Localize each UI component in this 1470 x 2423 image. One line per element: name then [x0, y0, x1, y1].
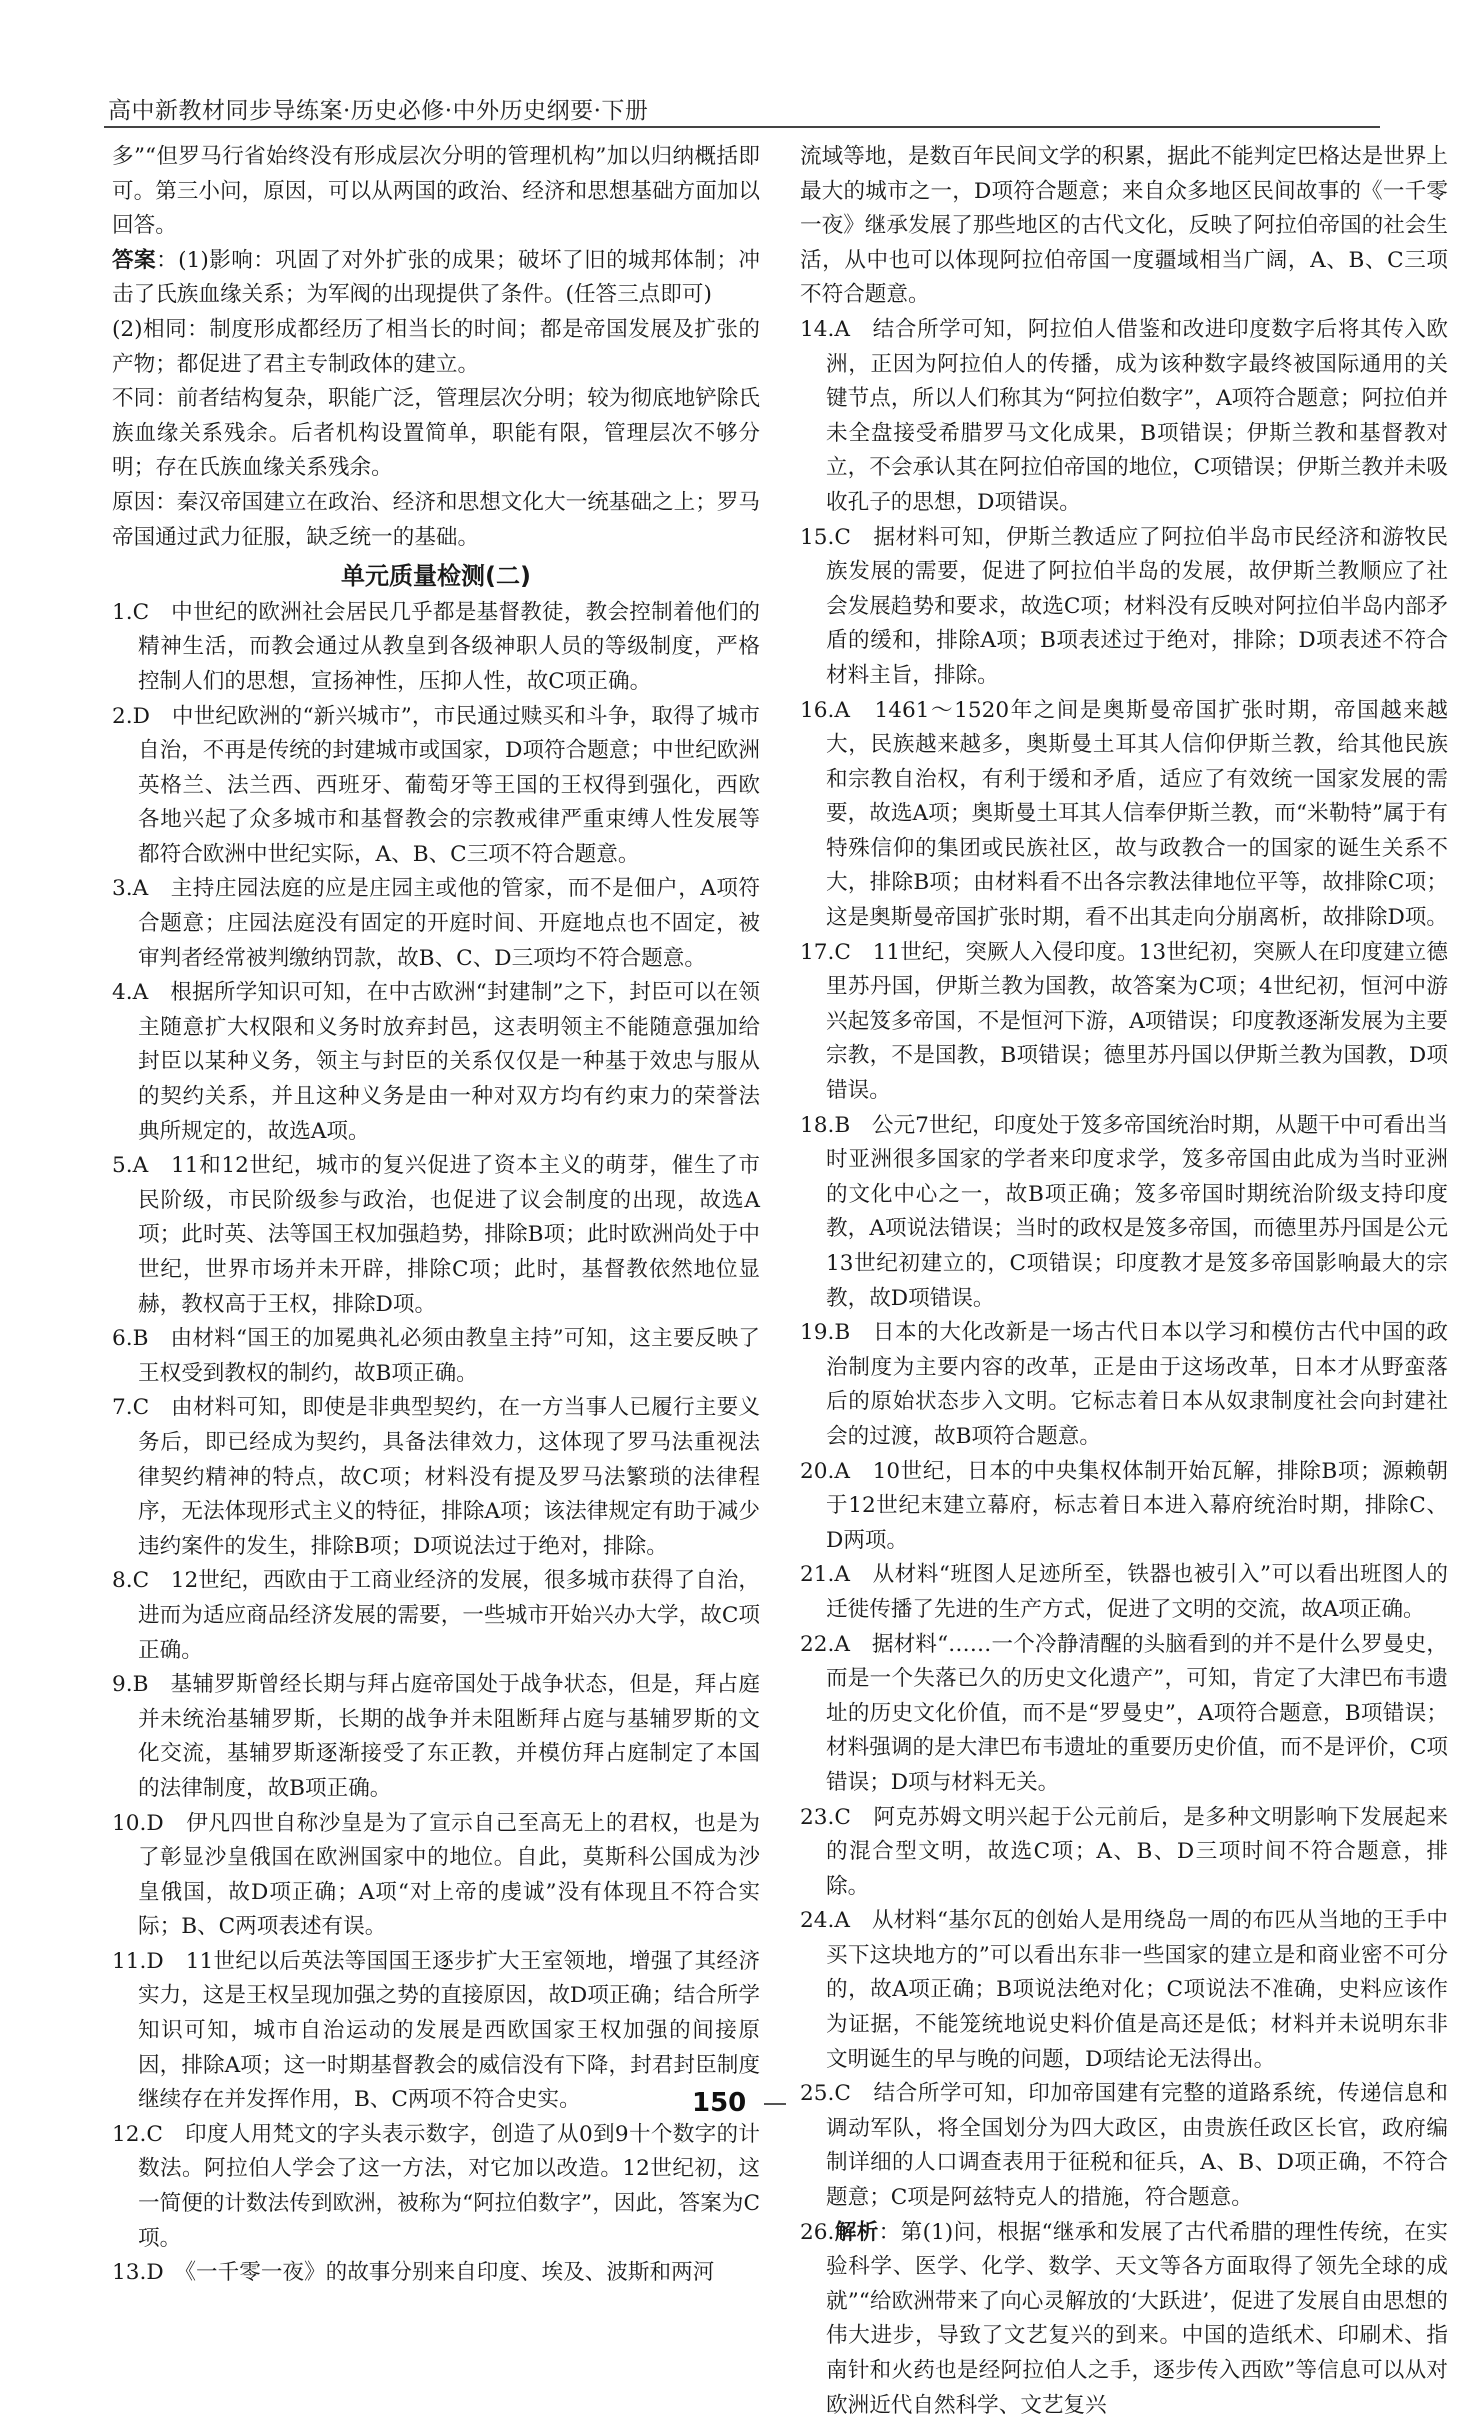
- answer-item: 15.C 据材料可知，伊斯兰教适应了阿拉伯半岛市民经济和游牧民族发展的需要，促进了阿拉伯半岛的发展，故伊斯兰教顺应了社会发展趋势和要求，故选C项；材料没有反映对阿拉伯半岛内部矛盾的缓和，排除A项；B项表述过于绝对，排除；D项表述不符合材料主旨，排除。: [800, 524, 1448, 688]
- answer-item: 16.A 1461～1520年之间是奥斯曼帝国扩张时期，帝国越来越大，民族越来越多，奥斯曼土耳其人信仰伊斯兰教，给其他民族和宗教自治权，有利于缓和矛盾，适应了有效统一国家发展的需要，故选A项；奥斯曼土耳其人信奉伊斯兰教，而“米勒特”属于有特殊信仰的集团或民族社区，故与政教合一的国家的诞生关系不大，排除B项；由材料看不出各宗教法律地位平等，故排除C项；这是奥斯曼帝国扩张时期，看不出其走向分崩离析，故排除D项。: [800, 697, 1448, 931]
- item-26-number: 26.: [800, 2219, 835, 2245]
- answer-item: 9.B 基辅罗斯曾经长期与拜占庭帝国处于战争状态，但是，拜占庭并未统治基辅罗斯，长期的战争并未阻断拜占庭与基辅罗斯的文化交流，基辅罗斯逐渐接受了东正教，并模仿拜占庭制定了本国的法律制度，故B项正确。: [112, 1672, 760, 1801]
- answer-text-1: ：(1)影响：巩固了对外扩张的成果；破坏了旧的城邦体制；冲击了氏族血缘关系；为军阀的出现提供了条件。(任答三点即可): [112, 247, 760, 308]
- answer-item: 6.B 由材料“国王的加冕典礼必须由教皇主持”可知，这主要反映了王权受到教权的制约，故B项正确。: [112, 1326, 760, 1386]
- running-title: 高中新教材同步导练案·历史必修·中外历史纲要·下册: [108, 98, 649, 124]
- answer-item: 1.C 中世纪的欧洲社会居民几乎都是基督教徒，教会控制着他们的精神生活，而教会通过从教皇到各级神职人员的等级制度，严格控制人们的思想，宣扬神性，压抑人性，故C项正确。: [112, 599, 760, 694]
- answer-item: 8.C 12世纪，西欧由于工商业经济的发展，很多城市获得了自治，进而为适应商品经济发展的需要，一些城市开始兴办大学，故C项正确。: [112, 1568, 760, 1663]
- page-number-dash: [764, 2103, 786, 2105]
- answer-item: 18.B 公元7世纪，印度处于笈多帝国统治时期，从题干中可看出当时亚洲很多国家的学者来印度求学，笈多帝国由此成为当时亚洲的文化中心之一，故B项正确；笈多帝国时期统治阶级支持印度教，A项说法错误；当时的政权是笈多帝国，而德里苏丹国是公元13世纪初建立的，C项错误；印度教才是笈多帝国影响最大的宗教，故D项错误。: [800, 1112, 1448, 1311]
- answer-paragraph-3: 不同：前者结构复杂，职能广泛，管理层次分明；较为彻底地铲除氏族血缘关系残余。后者机构设置简单，职能有限，管理层次不够分明；存在氏族血缘关系残余。: [112, 386, 760, 481]
- answer-item: 25.C 结合所学可知，印加帝国建有完整的道路系统，传递信息和调动军队，将全国划分为四大政区，由贵族任政区长官，政府编制详细的人口调查表用于征税和征兵，A、B、D项正确，不符合题意；C项是阿兹特克人的措施，符合题意。: [800, 2081, 1448, 2211]
- header-rule: [104, 126, 1380, 128]
- answer-item: 3.A 主持庄园法庭的应是庄园主或他的管家，而不是佃户，A项符合题意；庄园法庭没有固定的开庭时间、开庭地点也不固定，被审判者经常被判缴纳罚款，故B、C、D三项均不符合题意。: [112, 876, 760, 971]
- left-column: [112, 140, 760, 2291]
- section-title: 单元质量检测(二): [341, 562, 531, 591]
- answer-label: 答案: [112, 247, 157, 273]
- answer-item: 22.A 据材料“……一个冷静清醒的头脑看到的并不是什么罗曼史，而是一个失落已久的历史文化遗产”，可知，肯定了大津巴布韦遗址的历史文化价值，而不是“罗曼史”，A项符合题意，B项错误；材料强调的是大津巴布韦遗址的重要历史价值，而不是评价，C项错误；D项与材料无关。: [800, 1631, 1448, 1795]
- answer-item: 19.B 日本的大化改新是一场古代日本以学习和模仿古代中国的政治制度为主要内容的改革，正是由于这场改革，日本才从野蛮落后的原始状态步入文明。它标志着日本从奴隶制度社会向封建社会的过渡，故B项符合题意。: [800, 1320, 1448, 1449]
- answer-item: 7.C 由材料可知，即使是非典型契约，在一方当事人已履行主要义务后，即已经成为契约，具备法律效力，这体现了罗马法重视法律契约精神的特点，故C项；材料没有提及罗马法繁琐的法律程序，无法体现形式主义的特征，排除A项；该法律规定有助于减少违约案件的发生，排除B项；D项说法过于绝对，排除。: [112, 1395, 760, 1559]
- answer-item: 24.A 从材料“基尔瓦的创始人是用绕岛一周的布匹从当地的王手中买下这块地方的”可以看出东非一些国家的建立是和商业密不可分的，故A项正确；B项说法绝对化；C项说法不准确，史料应该作为证据，不能笼统地说史料价值是高还是低；材料并未说明东非文明诞生的早与晚的问题，D项结论无法得出。: [800, 1908, 1448, 2072]
- page-number: 150: [692, 2088, 747, 2118]
- answer-item: 4.A 根据所学知识可知，在中古欧洲“封建制”之下，封臣可以在领主随意扩大权限和义务时放弃封邑，这表明领主不能随意强加给封臣以某种义务，领主与封臣的关系仅仅是一种基于效忠与服从的契约关系，并且这种义务是由一种对双方均有约束力的荣誉法典所规定的，故选A项。: [112, 980, 760, 1144]
- answer-item: 13.D 《一千零一夜》的故事分别来自印度、埃及、波斯和两河: [112, 2260, 715, 2286]
- right-column: [800, 140, 1448, 2423]
- item-26-text: ：第(1)问，根据“继承和发展了古代希腊的理性传统，在实验科学、医学、化学、数学、天文等各方面取得了领先全球的成就”“给欧洲带来了向心灵解放的‘大跃进’，促进了发展自由思想的伟大进步，导致了文艺复兴的到来。中国的造纸术、印刷术、指南针和火药也是经阿拉伯人之手，逐步传入西欧”等信息可以从对欧洲近代自然科学、文艺复兴: [826, 2219, 1448, 2418]
- answer-item: 21.A 从材料“班图人足迹所至，铁器也被引入”可以看出班图人的迁徙传播了先进的生产方式，促进了文明的交流，故A项正确。: [800, 1562, 1448, 1622]
- answer-item: 17.C 11世纪，突厥人入侵印度。13世纪初，突厥人在印度建立德里苏丹国，伊斯兰教为国教，故答案为C项；4世纪初，恒河中游兴起笈多帝国，不是恒河下游，A项错误；印度教逐渐发展为主要宗教，不是国教，B项错误；德里苏丹国以伊斯兰教为国教，D项错误。: [800, 939, 1448, 1104]
- answer-paragraph-1: [112, 244, 760, 313]
- answer-item: 12.C 印度人用梵文的字头表示数字，创造了从0到9十个数字的计数法。阿拉伯人学会了这一方法，对它加以改造。12世纪初，这一简便的计数法传到欧洲，被称为“阿拉伯数字”，因此，答案为C项。: [112, 2121, 760, 2251]
- answer-paragraph-4: 原因：秦汉帝国建立在政治、经济和思想文化大一统基础之上；罗马帝国通过武力征服，缺乏统一的基础。: [112, 489, 760, 550]
- answer-item: 2.D 中世纪欧洲的“新兴城市”，市民通过赎买和斗争，取得了城市自治，不再是传统的封建城市或国家，D项符合题意；中世纪欧洲英格兰、法兰西、西班牙、葡萄牙等王国的王权得到强化，西欧各地兴起了众多城市和基督教会的宗教戒律严重束缚人性发展等都符合欧洲中世纪实际，A、B、C三项不符合题意。: [112, 703, 760, 867]
- answer-paragraph-2: (2)相同：制度形成都经历了相当长的时间；都是帝国发展及扩张的产物；都促进了君主专制政体的建立。: [112, 316, 760, 377]
- intro-paragraph: 多”“但罗马行省始终没有形成层次分明的管理机构”加以归纳概括即可。第三小问，原因，可以从两国的政治、经济和思想基础方面加以回答。: [112, 144, 760, 239]
- answer-item-26: [800, 2216, 1448, 2423]
- item-13-continuation: 流域等地，是数百年民间文学的积累，据此不能判定巴格达是世界上最大的城市之一，D项符合题意；来自众多地区民间故事的《一千零一夜》继承发展了那些地区的古代文化，反映了阿拉伯帝国的社会生活，从中也可以体现阿拉伯帝国一度疆域相当广阔，A、B、C三项不符合题意。: [800, 144, 1448, 308]
- answer-item: 10.D 伊凡四世自称沙皇是为了宣示自己至高无上的君权，也是为了彰显沙皇俄国在欧洲国家中的地位。自此，莫斯科公国成为沙皇俄国，故D项正确；A项“对上帝的虔诚”没有体现且不符合实际；B、C两项表述有误。: [112, 1810, 760, 1940]
- answer-item: 23.C 阿克苏姆文明兴起于公元前后，是多种文明影响下发展起来的混合型文明，故选C项；A、B、D三项时间不符合题意，排除。: [800, 1804, 1448, 1899]
- answer-item: 11.D 11世纪以后英法等国国王逐步扩大王室领地，增强了其经济实力，这是王权呈现加强之势的直接原因，故D项正确；结合所学知识可知，城市自治运动的发展是西欧国家王权加强的间接原因，排除A项；这一时期基督教会的威信没有下降，封君封臣制度继续存在并发挥作用，B、C两项不符合史实。: [112, 1948, 760, 2113]
- answer-item: 5.A 11和12世纪，城市的复兴促进了资本主义的萌芽，催生了市民阶级，市民阶级参与政治，也促进了议会制度的出现，故选A项；此时英、法等国王权加强趋势，排除B项；此时欧洲尚处于中世纪，世界市场并未开辟，排除C项；此时，基督教依然地位显赫，教权高于王权，排除D项。: [112, 1153, 760, 1317]
- item-26-label: 解析: [834, 2219, 879, 2245]
- answer-item: 14.A 结合所学可知，阿拉伯人借鉴和改进印度数字后将其传入欧洲，正因为阿拉伯人的传播，成为该种数字最终被国际通用的关键节点，所以人们称其为“阿拉伯数字”，A项符合题意；阿拉伯并未全盘接受希腊罗马文化成果，B项错误；伊斯兰教和基督教对立，不会承认其在阿拉伯帝国的地位，C项错误；伊斯兰教并未吸收孔子的思想，D项错误。: [800, 316, 1448, 515]
- answer-item: 20.A 10世纪，日本的中央集权体制开始瓦解，排除B项；源赖朝于12世纪末建立幕府，标志着日本进入幕府统治时期，排除C、D两项。: [800, 1458, 1448, 1553]
